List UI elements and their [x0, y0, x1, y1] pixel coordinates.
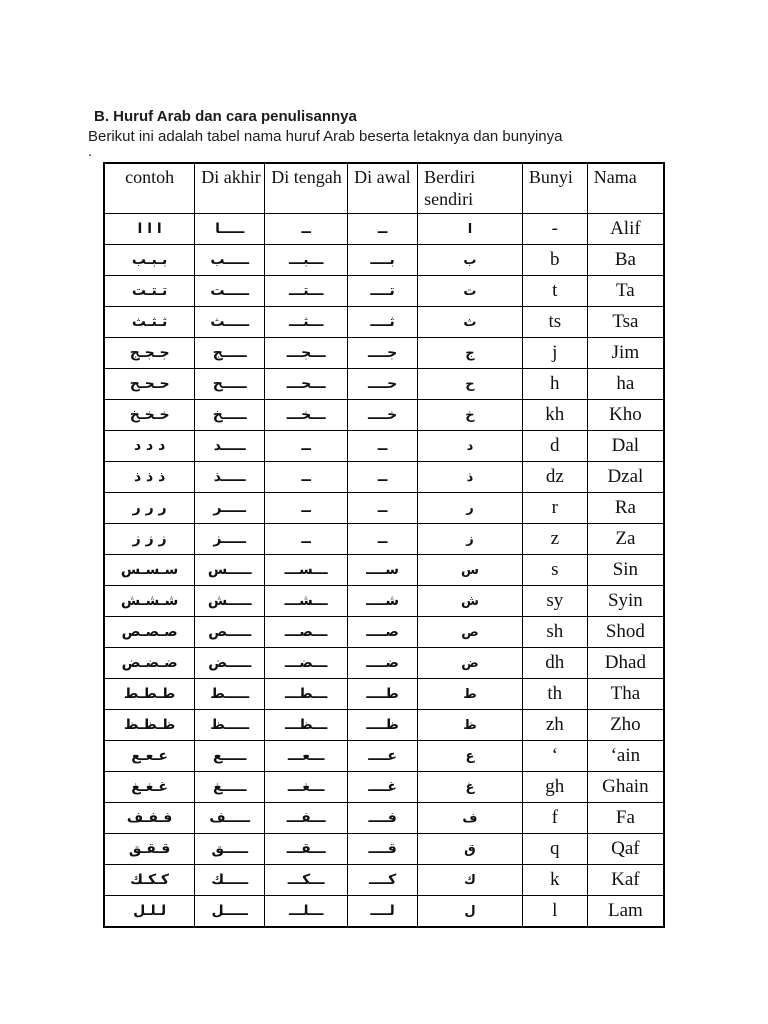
cell-akhir: ـــــح: [195, 369, 265, 400]
cell-bunyi: kh: [522, 400, 587, 431]
cell-akhir: ـــــذ: [195, 462, 265, 493]
cell-sendiri: د: [418, 431, 523, 462]
letter-row-syin: [104, 586, 664, 617]
cell-nama: Kaf: [587, 865, 664, 896]
cell-bunyi: sy: [522, 586, 587, 617]
cell-awal: خــــ: [348, 400, 418, 431]
cell-bunyi: k: [522, 865, 587, 896]
cell-tengah: ــ: [265, 493, 348, 524]
cell-sendiri: ض: [418, 648, 523, 679]
cell-akhir: ـــــل: [195, 896, 265, 928]
cell-tengah: ـــلـــ: [265, 896, 348, 928]
cell-sendiri: ح: [418, 369, 523, 400]
column-header-bunyi: Bunyi: [522, 163, 587, 214]
cell-sendiri: ذ: [418, 462, 523, 493]
letter-row-dal: [104, 431, 664, 462]
cell-contoh: خـخـخ: [104, 400, 195, 431]
cell-bunyi: r: [522, 493, 587, 524]
cell-tengah: ـــكـــ: [265, 865, 348, 896]
cell-sendiri: ب: [418, 245, 523, 276]
letter-row-ain: [104, 741, 664, 772]
cell-sendiri: غ: [418, 772, 523, 803]
cell-akhir: ـــــد: [195, 431, 265, 462]
cell-nama: Ra: [587, 493, 664, 524]
letter-row-zho: [104, 710, 664, 741]
cell-contoh: طـطـط: [104, 679, 195, 710]
letter-row-fa: [104, 803, 664, 834]
cell-awal: ــ: [348, 431, 418, 462]
cell-tengah: ـــضـــ: [265, 648, 348, 679]
cell-nama: Sin: [587, 555, 664, 586]
cell-tengah: ــ: [265, 462, 348, 493]
cell-tengah: ـــقـــ: [265, 834, 348, 865]
cell-akhir: ـــــس: [195, 555, 265, 586]
cell-sendiri: ث: [418, 307, 523, 338]
cell-tengah: ــ: [265, 431, 348, 462]
cell-contoh: قـقـق: [104, 834, 195, 865]
cell-contoh: حـحـح: [104, 369, 195, 400]
cell-sendiri: ت: [418, 276, 523, 307]
column-header-awal: Di awal: [348, 163, 418, 214]
cell-akhir: ـــــف: [195, 803, 265, 834]
cell-tengah: ـــثـــ: [265, 307, 348, 338]
letter-row-tha: [104, 679, 664, 710]
cell-sendiri: ش: [418, 586, 523, 617]
column-header-tengah: Di tengah: [265, 163, 348, 214]
cell-akhir: ـــــض: [195, 648, 265, 679]
cell-contoh: سـسـس: [104, 555, 195, 586]
cell-nama: Tha: [587, 679, 664, 710]
cell-sendiri: ط: [418, 679, 523, 710]
cell-bunyi: l: [522, 896, 587, 928]
cell-nama: Dzal: [587, 462, 664, 493]
cell-contoh: ر ر ر: [104, 493, 195, 524]
cell-awal: كــــ: [348, 865, 418, 896]
cell-sendiri: ر: [418, 493, 523, 524]
cell-contoh: لـلـل: [104, 896, 195, 928]
column-header-sendiri: Berdiri sendiri: [418, 163, 523, 214]
letter-row-shod: [104, 617, 664, 648]
cell-awal: شــــ: [348, 586, 418, 617]
cell-nama: Lam: [587, 896, 664, 928]
cell-nama: Tsa: [587, 307, 664, 338]
cell-awal: غــــ: [348, 772, 418, 803]
cell-tengah: ـــســـ: [265, 555, 348, 586]
cell-sendiri: ك: [418, 865, 523, 896]
cell-awal: قــــ: [348, 834, 418, 865]
cell-nama: Kho: [587, 400, 664, 431]
cell-contoh: شـشـش: [104, 586, 195, 617]
cell-contoh: ثـثـث: [104, 307, 195, 338]
cell-bunyi: j: [522, 338, 587, 369]
cell-awal: ضــــ: [348, 648, 418, 679]
cell-tengah: ــ: [265, 524, 348, 555]
cell-sendiri: ا: [418, 214, 523, 245]
stray-period: .: [88, 143, 93, 160]
cell-tengah: ـــغـــ: [265, 772, 348, 803]
cell-bunyi: -: [522, 214, 587, 245]
cell-akhir: ـــــق: [195, 834, 265, 865]
cell-tengah: ـــجـــ: [265, 338, 348, 369]
cell-tengah: ـــصـــ: [265, 617, 348, 648]
cell-bunyi: s: [522, 555, 587, 586]
cell-contoh: ضـضـض: [104, 648, 195, 679]
cell-bunyi: ‘: [522, 741, 587, 772]
arabic-letters-table: [103, 162, 665, 928]
cell-awal: ــ: [348, 493, 418, 524]
cell-akhir: ـــــا: [195, 214, 265, 245]
cell-nama: Fa: [587, 803, 664, 834]
cell-nama: ‘ain: [587, 741, 664, 772]
cell-contoh: جـجـج: [104, 338, 195, 369]
letter-row-dhad: [104, 648, 664, 679]
cell-contoh: ذ ذ ذ: [104, 462, 195, 493]
cell-awal: ــ: [348, 462, 418, 493]
cell-bunyi: ts: [522, 307, 587, 338]
cell-nama: Qaf: [587, 834, 664, 865]
cell-nama: Ba: [587, 245, 664, 276]
letter-row-alif: [104, 214, 664, 245]
cell-akhir: ـــــظ: [195, 710, 265, 741]
cell-akhir: ـــــر: [195, 493, 265, 524]
cell-awal: طــــ: [348, 679, 418, 710]
cell-contoh: كـكـك: [104, 865, 195, 896]
cell-awal: عــــ: [348, 741, 418, 772]
cell-sendiri: ص: [418, 617, 523, 648]
cell-akhir: ـــــت: [195, 276, 265, 307]
letter-row-kho: [104, 400, 664, 431]
cell-bunyi: gh: [522, 772, 587, 803]
cell-sendiri: خ: [418, 400, 523, 431]
cell-akhir: ـــــط: [195, 679, 265, 710]
cell-bunyi: d: [522, 431, 587, 462]
cell-akhir: ـــــز: [195, 524, 265, 555]
cell-bunyi: f: [522, 803, 587, 834]
cell-contoh: غـغـغ: [104, 772, 195, 803]
letter-row-tsa: [104, 307, 664, 338]
cell-tengah: ـــشـــ: [265, 586, 348, 617]
cell-nama: Shod: [587, 617, 664, 648]
cell-tengah: ـــخـــ: [265, 400, 348, 431]
cell-bunyi: q: [522, 834, 587, 865]
cell-bunyi: zh: [522, 710, 587, 741]
cell-contoh: ظـظـظ: [104, 710, 195, 741]
letter-row-dzal: [104, 462, 664, 493]
cell-awal: جــــ: [348, 338, 418, 369]
cell-akhir: ـــــخ: [195, 400, 265, 431]
cell-bunyi: b: [522, 245, 587, 276]
column-header-contoh: contoh: [104, 163, 195, 214]
cell-nama: Jim: [587, 338, 664, 369]
cell-tengah: ـــعـــ: [265, 741, 348, 772]
cell-contoh: فـفـف: [104, 803, 195, 834]
cell-contoh: بـبـب: [104, 245, 195, 276]
cell-akhir: ـــــك: [195, 865, 265, 896]
letter-row-qaf: [104, 834, 664, 865]
letter-row-kaf: [104, 865, 664, 896]
table-header-row: [104, 163, 664, 214]
cell-nama: ha: [587, 369, 664, 400]
letter-row-ghain: [104, 772, 664, 803]
cell-sendiri: ل: [418, 896, 523, 928]
cell-nama: Alif: [587, 214, 664, 245]
cell-sendiri: ع: [418, 741, 523, 772]
cell-awal: ســــ: [348, 555, 418, 586]
cell-akhir: ـــــش: [195, 586, 265, 617]
cell-awal: ثــــ: [348, 307, 418, 338]
cell-bunyi: t: [522, 276, 587, 307]
section-heading: B. Huruf Arab dan cara penulisannya: [94, 108, 357, 125]
cell-bunyi: dz: [522, 462, 587, 493]
cell-akhir: ـــــص: [195, 617, 265, 648]
cell-akhir: ـــــث: [195, 307, 265, 338]
table-body: [104, 214, 664, 928]
cell-bunyi: h: [522, 369, 587, 400]
letter-row-lam: [104, 896, 664, 928]
cell-nama: Za: [587, 524, 664, 555]
cell-nama: Dhad: [587, 648, 664, 679]
cell-sendiri: ف: [418, 803, 523, 834]
section-subtitle: Berikut ini adalah tabel nama huruf Arab beserta letaknya dan bunyinya: [88, 128, 563, 145]
cell-bunyi: z: [522, 524, 587, 555]
letter-row-ba: [104, 245, 664, 276]
cell-nama: Ghain: [587, 772, 664, 803]
cell-sendiri: ز: [418, 524, 523, 555]
letter-row-ra: [104, 493, 664, 524]
cell-awal: حــــ: [348, 369, 418, 400]
cell-contoh: ا ا ا: [104, 214, 195, 245]
letter-row-za: [104, 524, 664, 555]
cell-bunyi: dh: [522, 648, 587, 679]
cell-tengah: ـــظـــ: [265, 710, 348, 741]
cell-akhir: ـــــج: [195, 338, 265, 369]
cell-awal: لــــ: [348, 896, 418, 928]
cell-contoh: تـتـت: [104, 276, 195, 307]
cell-tengah: ــ: [265, 214, 348, 245]
cell-bunyi: sh: [522, 617, 587, 648]
cell-nama: Zho: [587, 710, 664, 741]
column-header-akhir: Di akhir: [195, 163, 265, 214]
cell-akhir: ـــــب: [195, 245, 265, 276]
cell-awal: ــ: [348, 524, 418, 555]
cell-tengah: ـــطـــ: [265, 679, 348, 710]
cell-tengah: ـــتـــ: [265, 276, 348, 307]
cell-nama: Ta: [587, 276, 664, 307]
cell-akhir: ـــــع: [195, 741, 265, 772]
letter-row-jim: [104, 338, 664, 369]
cell-sendiri: ق: [418, 834, 523, 865]
cell-akhir: ـــــغ: [195, 772, 265, 803]
cell-contoh: عـعـع: [104, 741, 195, 772]
cell-contoh: صـصـص: [104, 617, 195, 648]
cell-awal: صــــ: [348, 617, 418, 648]
letter-row-ha: [104, 369, 664, 400]
cell-tengah: ـــفـــ: [265, 803, 348, 834]
column-header-nama: Nama: [587, 163, 664, 214]
cell-awal: ــ: [348, 214, 418, 245]
cell-awal: تــــ: [348, 276, 418, 307]
letter-row-ta: [104, 276, 664, 307]
cell-awal: بــــ: [348, 245, 418, 276]
cell-tengah: ـــحـــ: [265, 369, 348, 400]
cell-awal: ظــــ: [348, 710, 418, 741]
cell-sendiri: ظ: [418, 710, 523, 741]
cell-nama: Syin: [587, 586, 664, 617]
letter-row-sin: [104, 555, 664, 586]
cell-sendiri: س: [418, 555, 523, 586]
cell-contoh: ز ز ز: [104, 524, 195, 555]
cell-bunyi: th: [522, 679, 587, 710]
cell-tengah: ـــبـــ: [265, 245, 348, 276]
cell-sendiri: ج: [418, 338, 523, 369]
cell-awal: فــــ: [348, 803, 418, 834]
cell-contoh: د د د: [104, 431, 195, 462]
cell-nama: Dal: [587, 431, 664, 462]
